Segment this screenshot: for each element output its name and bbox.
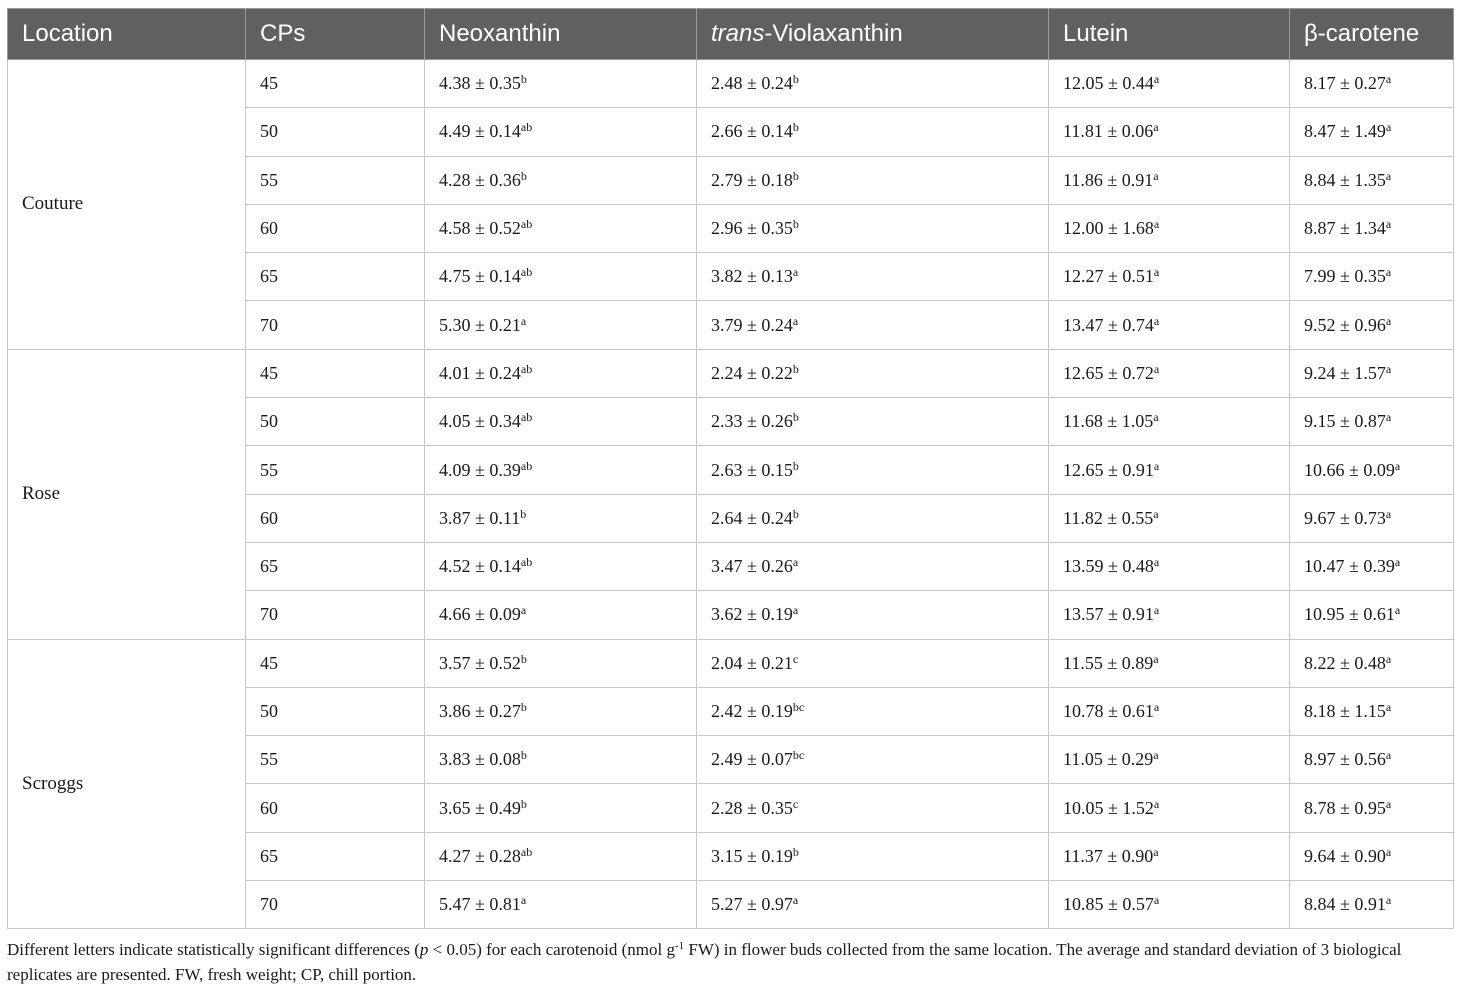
cp-cell: 70 (246, 591, 425, 639)
neoxanthin-cell (425, 639, 697, 687)
neoxanthin-significance-letter: ab (520, 555, 533, 570)
beta-carotene-cell (1290, 542, 1454, 590)
violaxanthin-cell (697, 204, 1049, 252)
beta-carotene-significance-letter: a (1385, 313, 1392, 328)
lutein-significance-letter: a (1153, 410, 1159, 425)
beta-carotene-cell (1290, 591, 1454, 639)
neoxanthin-significance-letter: b (520, 651, 527, 666)
violaxanthin-value: 3.82 ± 0.13 (711, 266, 793, 287)
violaxanthin-significance-letter: b (792, 506, 799, 521)
violaxanthin-significance-letter: c (792, 651, 799, 666)
lutein-significance-letter: a (1153, 361, 1160, 376)
neoxanthin-significance-letter: ab (520, 120, 533, 135)
neoxanthin-value: 4.01 ± 0.24 (439, 362, 521, 383)
beta-carotene-significance-letter: a (1394, 603, 1401, 618)
cp-cell: 45 (246, 639, 425, 687)
lutein-cell (1049, 494, 1290, 542)
neoxanthin-significance-letter: ab (520, 844, 533, 859)
beta-carotene-significance-letter: a (1385, 651, 1392, 666)
violaxanthin-cell (697, 784, 1049, 832)
lutein-significance-letter: a (1153, 700, 1160, 714)
violaxanthin-significance-letter: a (792, 603, 799, 618)
lutein-value: 12.27 ± 0.51 (1063, 266, 1154, 287)
lutein-value: 11.55 ± 0.89 (1063, 652, 1154, 673)
neoxanthin-cell (425, 349, 697, 397)
violaxanthin-value: 2.49 ± 0.07 (711, 749, 793, 770)
cp-cell: 70 (246, 301, 425, 349)
footnote-part3: FW) in flower buds collected from the same location. The average and standard deviation of 3 biological replicates are presented. FW, fresh weight; CP, chill portion. (7, 940, 1402, 984)
beta-carotene-value: 8.78 ± 0.95 (1304, 797, 1386, 818)
neoxanthin-significance-letter: a (520, 313, 527, 328)
beta-carotene-cell (1290, 639, 1454, 687)
beta-carotene-cell (1290, 301, 1454, 349)
beta-carotene-cell (1290, 60, 1454, 108)
neoxanthin-cell (425, 204, 697, 252)
footnote-p: p (419, 940, 429, 959)
neoxanthin-significance-letter: ab (520, 265, 533, 280)
lutein-significance-letter: a (1153, 72, 1160, 87)
lutein-significance-letter: a (1153, 506, 1159, 521)
neoxanthin-cell (425, 108, 697, 156)
beta-carotene-significance-letter: a (1385, 893, 1392, 908)
violaxanthin-value: 3.62 ± 0.19 (711, 604, 793, 625)
lutein-significance-letter: a (1153, 844, 1159, 859)
beta-carotene-value: 7.99 ± 0.35 (1304, 266, 1386, 287)
neoxanthin-cell (425, 542, 697, 590)
lutein-cell (1049, 301, 1290, 349)
violaxanthin-cell (697, 60, 1049, 108)
lutein-significance-letter: a (1153, 555, 1160, 570)
lutein-significance-letter: a (1153, 893, 1160, 908)
beta-carotene-cell (1290, 784, 1454, 832)
neoxanthin-cell (425, 301, 697, 349)
neoxanthin-significance-letter: b (520, 168, 527, 183)
lutein-significance-letter: a (1153, 265, 1160, 280)
violaxanthin-cell (697, 639, 1049, 687)
lutein-significance-letter: a (1153, 458, 1160, 473)
neoxanthin-cell (425, 494, 697, 542)
cp-cell: 55 (246, 446, 425, 494)
lutein-cell (1049, 542, 1290, 590)
beta-carotene-significance-letter: a (1385, 265, 1392, 280)
neoxanthin-significance-letter: b (520, 748, 527, 763)
neoxanthin-significance-letter: ab (520, 410, 533, 425)
header-cps: CPs (246, 9, 425, 60)
beta-carotene-value: 8.22 ± 0.48 (1304, 652, 1386, 673)
header-violaxanthin: trans-Violaxanthin (697, 9, 1049, 60)
neoxanthin-significance-letter: a (520, 893, 527, 908)
neoxanthin-value: 4.38 ± 0.35 (439, 73, 521, 94)
beta-carotene-value: 8.84 ± 1.35 (1304, 169, 1386, 190)
location-cell: Scroggs (8, 639, 246, 929)
neoxanthin-value: 4.28 ± 0.36 (439, 169, 521, 190)
lutein-cell (1049, 398, 1290, 446)
cp-cell: 70 (246, 881, 425, 929)
cp-cell: 65 (246, 542, 425, 590)
lutein-value: 11.86 ± 0.91 (1063, 169, 1154, 190)
cp-cell: 50 (246, 687, 425, 735)
neoxanthin-significance-letter: a (520, 603, 527, 618)
beta-carotene-cell (1290, 832, 1454, 880)
beta-carotene-cell (1290, 446, 1454, 494)
violaxanthin-value: 2.79 ± 0.18 (711, 169, 793, 190)
lutein-value: 10.78 ± 0.61 (1063, 701, 1154, 721)
lutein-cell (1049, 446, 1290, 494)
neoxanthin-cell (425, 687, 697, 735)
table-row (8, 349, 1454, 397)
cp-cell: 60 (246, 494, 425, 542)
lutein-significance-letter: a (1153, 603, 1160, 618)
lutein-significance-letter: a (1153, 796, 1160, 811)
violaxanthin-cell (697, 542, 1049, 590)
lutein-cell (1049, 832, 1290, 880)
violaxanthin-value: 2.66 ± 0.14 (711, 121, 793, 142)
lutein-value: 10.85 ± 0.57 (1063, 894, 1154, 915)
neoxanthin-cell (425, 784, 697, 832)
lutein-value: 11.37 ± 0.90 (1063, 845, 1154, 866)
beta-carotene-significance-letter: a (1385, 361, 1392, 376)
beta-carotene-cell (1290, 494, 1454, 542)
violaxanthin-cell (697, 349, 1049, 397)
violaxanthin-value: 2.64 ± 0.24 (711, 507, 793, 528)
violaxanthin-value: 3.15 ± 0.19 (711, 845, 793, 866)
cp-cell: 50 (246, 398, 425, 446)
violaxanthin-significance-letter: a (792, 555, 799, 570)
lutein-value: 11.82 ± 0.55 (1063, 507, 1154, 528)
violaxanthin-significance-letter: bc (792, 700, 805, 714)
violaxanthin-significance-letter: b (792, 120, 799, 135)
lutein-cell (1049, 687, 1290, 735)
neoxanthin-cell (425, 736, 697, 784)
beta-carotene-significance-letter: a (1385, 120, 1392, 135)
cp-cell: 45 (246, 349, 425, 397)
beta-carotene-value: 8.47 ± 1.49 (1304, 121, 1386, 142)
beta-carotene-value: 8.87 ± 1.34 (1304, 218, 1386, 239)
violaxanthin-value: 2.33 ± 0.26 (711, 411, 793, 432)
footnote-part1: Different letters indicate statistically significant differences ( (7, 940, 420, 959)
header-violaxanthin-label: Violaxanthin (772, 20, 903, 47)
violaxanthin-significance-letter: b (792, 410, 799, 425)
violaxanthin-value: 2.42 ± 0.19 (711, 701, 793, 721)
cp-cell: 60 (246, 204, 425, 252)
header-beta-carotene: β-carotene (1290, 9, 1454, 60)
beta-carotene-significance-letter: a (1385, 796, 1392, 811)
lutein-significance-letter: a (1153, 217, 1160, 232)
violaxanthin-value: 2.24 ± 0.22 (711, 362, 793, 383)
table-header-row (8, 9, 1454, 60)
lutein-cell (1049, 881, 1290, 929)
lutein-significance-letter: a (1153, 168, 1159, 183)
neoxanthin-value: 4.49 ± 0.14 (439, 121, 521, 142)
location-cell: Rose (8, 349, 246, 639)
beta-carotene-significance-letter: a (1385, 217, 1392, 232)
beta-carotene-significance-letter: a (1394, 458, 1401, 473)
neoxanthin-value: 4.58 ± 0.52 (439, 218, 521, 239)
neoxanthin-value: 3.57 ± 0.52 (439, 652, 521, 673)
neoxanthin-cell (425, 253, 697, 301)
violaxanthin-value: 2.48 ± 0.24 (711, 73, 793, 94)
neoxanthin-significance-letter: b (520, 700, 527, 714)
beta-carotene-cell (1290, 398, 1454, 446)
beta-carotene-cell (1290, 349, 1454, 397)
beta-carotene-cell (1290, 687, 1454, 735)
violaxanthin-value: 2.04 ± 0.21 (711, 652, 793, 673)
beta-carotene-value: 10.47 ± 0.39 (1304, 556, 1395, 577)
violaxanthin-value: 5.27 ± 0.97 (711, 894, 793, 915)
lutein-value: 10.05 ± 1.52 (1063, 797, 1154, 818)
neoxanthin-cell (425, 398, 697, 446)
footnote-exponent: -1 (674, 940, 685, 952)
header-location: Location (8, 9, 246, 60)
beta-carotene-value: 10.66 ± 0.09 (1304, 459, 1395, 480)
lutein-significance-letter: a (1153, 120, 1159, 135)
violaxanthin-value: 2.96 ± 0.35 (711, 218, 793, 239)
lutein-value: 11.68 ± 1.05 (1063, 411, 1154, 432)
lutein-significance-letter: a (1153, 651, 1159, 666)
neoxanthin-cell (425, 591, 697, 639)
lutein-cell (1049, 639, 1290, 687)
beta-carotene-value: 8.84 ± 0.91 (1304, 894, 1386, 915)
cp-cell: 55 (246, 736, 425, 784)
violaxanthin-significance-letter: b (792, 72, 799, 87)
beta-carotene-significance-letter: a (1385, 844, 1392, 859)
violaxanthin-cell (697, 253, 1049, 301)
beta-carotene-value: 8.18 ± 1.15 (1304, 701, 1386, 721)
violaxanthin-cell (697, 446, 1049, 494)
neoxanthin-value: 3.86 ± 0.27 (439, 701, 521, 721)
cp-cell: 60 (246, 784, 425, 832)
neoxanthin-significance-letter: b (520, 796, 527, 811)
beta-carotene-cell (1290, 204, 1454, 252)
neoxanthin-value: 3.65 ± 0.49 (439, 797, 521, 818)
lutein-value: 13.47 ± 0.74 (1063, 314, 1154, 335)
violaxanthin-cell (697, 301, 1049, 349)
lutein-value: 12.65 ± 0.91 (1063, 459, 1154, 480)
cp-cell: 50 (246, 108, 425, 156)
neoxanthin-significance-letter: ab (520, 217, 533, 232)
neoxanthin-significance-letter: b (520, 72, 527, 87)
neoxanthin-cell (425, 832, 697, 880)
violaxanthin-value: 2.63 ± 0.15 (711, 459, 793, 480)
violaxanthin-significance-letter: b (792, 844, 799, 859)
violaxanthin-cell (697, 881, 1049, 929)
lutein-cell (1049, 736, 1290, 784)
violaxanthin-significance-letter: b (792, 217, 799, 232)
violaxanthin-significance-letter: bc (792, 748, 805, 763)
beta-carotene-cell (1290, 253, 1454, 301)
lutein-value: 11.05 ± 0.29 (1063, 749, 1154, 770)
neoxanthin-cell (425, 881, 697, 929)
beta-carotene-cell (1290, 736, 1454, 784)
neoxanthin-value: 4.05 ± 0.34 (439, 411, 521, 432)
beta-carotene-value: 9.24 ± 1.57 (1304, 362, 1386, 383)
header-neoxanthin: Neoxanthin (425, 9, 697, 60)
violaxanthin-cell (697, 494, 1049, 542)
lutein-value: 12.05 ± 0.44 (1063, 73, 1154, 94)
table-row (8, 639, 1454, 687)
beta-carotene-value: 10.95 ± 0.61 (1304, 604, 1395, 625)
lutein-value: 13.59 ± 0.48 (1063, 556, 1154, 577)
header-trans-prefix: trans (711, 20, 765, 47)
cp-cell: 55 (246, 156, 425, 204)
footnote-part2: < 0.05) for each carotenoid (nmol g (428, 940, 675, 959)
beta-carotene-significance-letter: a (1394, 555, 1401, 570)
lutein-cell (1049, 60, 1290, 108)
violaxanthin-significance-letter: b (792, 168, 799, 183)
lutein-cell (1049, 204, 1290, 252)
violaxanthin-significance-letter: c (792, 796, 799, 811)
beta-carotene-value: 9.67 ± 0.73 (1304, 507, 1386, 528)
violaxanthin-significance-letter: b (792, 361, 799, 376)
table-footnote (7, 937, 1457, 987)
violaxanthin-cell (697, 591, 1049, 639)
violaxanthin-value: 3.47 ± 0.26 (711, 556, 793, 577)
beta-carotene-cell (1290, 156, 1454, 204)
lutein-value: 13.57 ± 0.91 (1063, 604, 1154, 625)
violaxanthin-significance-letter: a (792, 893, 799, 908)
cp-cell: 45 (246, 60, 425, 108)
beta-carotene-value: 9.64 ± 0.90 (1304, 845, 1386, 866)
neoxanthin-value: 5.47 ± 0.81 (439, 894, 521, 915)
violaxanthin-cell (697, 156, 1049, 204)
beta-carotene-value: 8.17 ± 0.27 (1304, 73, 1386, 94)
lutein-cell (1049, 108, 1290, 156)
violaxanthin-significance-letter: b (792, 458, 799, 473)
neoxanthin-value: 4.09 ± 0.39 (439, 459, 521, 480)
header-lutein: Lutein (1049, 9, 1290, 60)
beta-carotene-significance-letter: a (1385, 72, 1392, 87)
cp-cell: 65 (246, 253, 425, 301)
lutein-cell (1049, 784, 1290, 832)
lutein-cell (1049, 349, 1290, 397)
beta-carotene-cell (1290, 881, 1454, 929)
lutein-significance-letter: a (1153, 748, 1159, 763)
beta-carotene-significance-letter: a (1385, 748, 1392, 763)
neoxanthin-value: 3.83 ± 0.08 (439, 749, 521, 770)
lutein-cell (1049, 156, 1290, 204)
beta-carotene-cell (1290, 108, 1454, 156)
lutein-value: 12.65 ± 0.72 (1063, 362, 1154, 383)
lutein-value: 12.00 ± 1.68 (1063, 218, 1154, 239)
beta-carotene-significance-letter: a (1385, 700, 1392, 714)
beta-carotene-significance-letter: a (1385, 506, 1392, 521)
neoxanthin-significance-letter: ab (520, 361, 533, 376)
beta-carotene-value: 9.52 ± 0.96 (1304, 314, 1386, 335)
beta-carotene-value: 9.15 ± 0.87 (1304, 411, 1386, 432)
carotenoid-table (7, 8, 1454, 929)
neoxanthin-value: 4.27 ± 0.28 (439, 845, 521, 866)
violaxanthin-cell (697, 398, 1049, 446)
beta-carotene-significance-letter: a (1385, 410, 1392, 425)
location-cell: Couture (8, 60, 246, 350)
lutein-value: 11.81 ± 0.06 (1063, 121, 1154, 142)
violaxanthin-significance-letter: a (792, 265, 799, 280)
neoxanthin-cell (425, 446, 697, 494)
table-body (8, 60, 1454, 929)
lutein-cell (1049, 591, 1290, 639)
violaxanthin-cell (697, 108, 1049, 156)
table-row (8, 60, 1454, 108)
beta-carotene-significance-letter: a (1385, 168, 1392, 183)
lutein-cell (1049, 253, 1290, 301)
neoxanthin-significance-letter: b (520, 506, 527, 521)
neoxanthin-cell (425, 156, 697, 204)
beta-carotene-value: 8.97 ± 0.56 (1304, 749, 1386, 770)
neoxanthin-value: 4.66 ± 0.09 (439, 604, 521, 625)
neoxanthin-value: 5.30 ± 0.21 (439, 314, 521, 335)
violaxanthin-significance-letter: a (792, 313, 799, 328)
violaxanthin-cell (697, 736, 1049, 784)
violaxanthin-cell (697, 687, 1049, 735)
neoxanthin-value: 4.52 ± 0.14 (439, 556, 521, 577)
violaxanthin-value: 2.28 ± 0.35 (711, 797, 793, 818)
lutein-significance-letter: a (1153, 313, 1160, 328)
violaxanthin-cell (697, 832, 1049, 880)
cp-cell: 65 (246, 832, 425, 880)
neoxanthin-significance-letter: ab (520, 458, 533, 473)
neoxanthin-value: 4.75 ± 0.14 (439, 266, 521, 287)
neoxanthin-cell (425, 60, 697, 108)
neoxanthin-value: 3.87 ± 0.11 (439, 507, 521, 528)
violaxanthin-value: 3.79 ± 0.24 (711, 314, 793, 335)
